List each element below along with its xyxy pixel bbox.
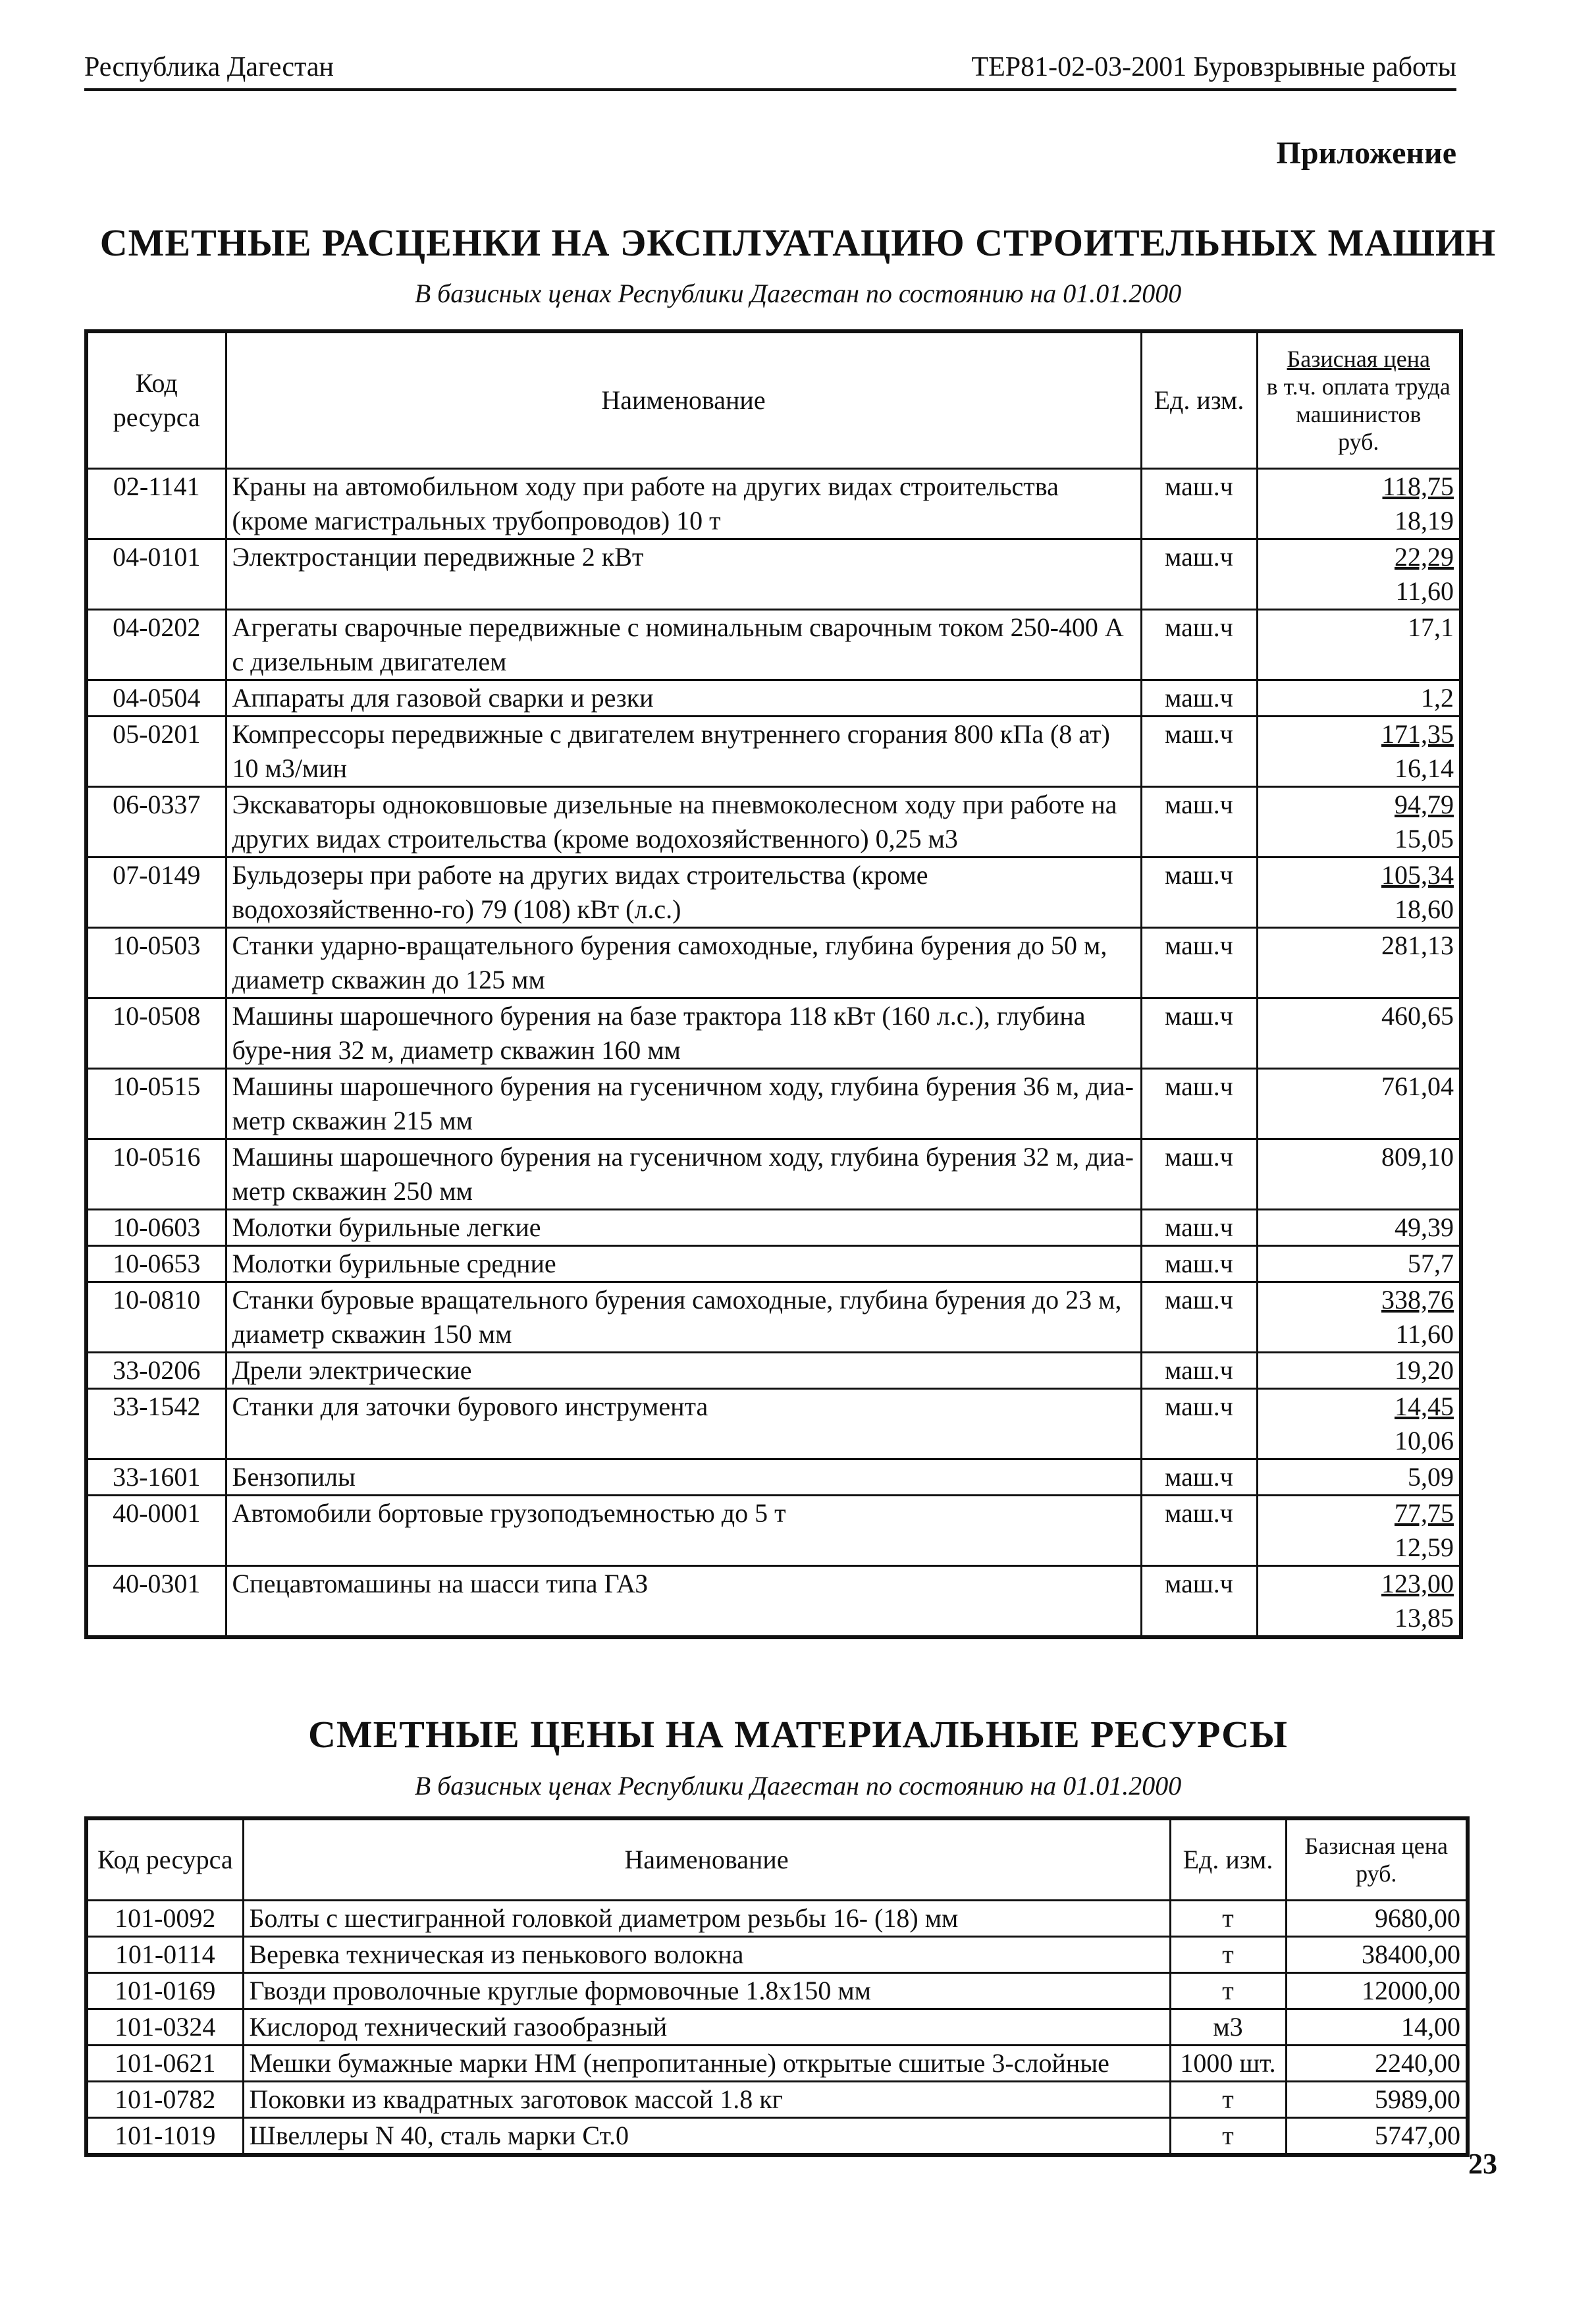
table-row [86, 1565, 1461, 1637]
price-header-line2: в т.ч. оплата труда [1266, 373, 1450, 400]
material-name: Мешки бумажные марки НМ (непропитанные) открытые сшитые 3-слойные [243, 2045, 1170, 2081]
table-row [86, 609, 1461, 680]
labor-price: 13,85 [1395, 1602, 1454, 1633]
labor-price: 16,14 [1395, 753, 1454, 783]
table-row [86, 1209, 1461, 1245]
resource-unit: маш.ч [1141, 468, 1257, 539]
table-row [86, 1972, 1468, 2009]
resource-price-cell [1257, 1209, 1461, 1245]
table-row [86, 857, 1461, 927]
resource-name: Дрели электрические [226, 1352, 1141, 1388]
material-code: 101-0092 [86, 1900, 243, 1936]
base-price: 281,13 [1381, 930, 1454, 960]
material-code: 101-0621 [86, 2045, 243, 2081]
resource-code: 10-0653 [86, 1245, 226, 1282]
page-number: 23 [1468, 2148, 1497, 2180]
resource-code: 33-0206 [86, 1352, 226, 1388]
resource-name: Машины шарошечного бурения на базе трактора 118 кВт (160 л.с.), глубина буре-ния 32 м, диаметр скважин 160 мм [226, 998, 1141, 1068]
resource-unit: маш.ч [1141, 1209, 1257, 1245]
material-code: 101-0169 [86, 1972, 243, 2009]
resource-name: Станки ударно-вращательного бурения самоходные, глубина бурения до 50 м, диаметр скважин до 125 мм [226, 927, 1141, 998]
base-price: 17,1 [1408, 612, 1454, 642]
resource-price-cell [1257, 786, 1461, 857]
resource-price-cell [1257, 1282, 1461, 1352]
material-unit: т [1170, 2081, 1286, 2117]
material-unit: м3 [1170, 2009, 1286, 2045]
resource-name: Машины шарошечного бурения на гусеничном ходу, глубина бурения 32 м, диа-метр скважин 250 мм [226, 1139, 1141, 1209]
material-price: 5989,00 [1286, 2081, 1468, 2117]
labor-price: 11,60 [1395, 1318, 1454, 1349]
table-row [86, 2117, 1468, 2155]
resource-name: Бензопилы [226, 1459, 1141, 1495]
material-name: Веревка техническая из пенькового волокна [243, 1936, 1170, 1972]
resource-name: Молотки бурильные средние [226, 1245, 1141, 1282]
material-unit: т [1170, 1900, 1286, 1936]
resource-name: Молотки бурильные легкие [226, 1209, 1141, 1245]
col-header-code: Код ресурса [86, 331, 226, 468]
col2-header-code: Код ресурса [86, 1818, 243, 1900]
materials-table [84, 1816, 1470, 2157]
resource-code: 33-1542 [86, 1388, 226, 1459]
labor-price: 15,05 [1395, 823, 1454, 854]
material-unit: т [1170, 1936, 1286, 1972]
resource-code: 10-0603 [86, 1209, 226, 1245]
resource-code: 06-0337 [86, 786, 226, 857]
resource-price-cell [1257, 716, 1461, 786]
section2-subtitle: В базисных ценах Республики Дагестан по состоянию на 01.01.2000 [414, 1771, 1182, 1801]
section1-title: СМЕТНЫЕ РАСЦЕНКИ НА ЭКСПЛУАТАЦИЮ СТРОИТЕЛЬНЫХ МАШИН [99, 221, 1497, 264]
material-price: 9680,00 [1286, 1900, 1468, 1936]
labor-price: 11,60 [1395, 576, 1454, 606]
material-unit: 1000 шт. [1170, 2045, 1286, 2081]
table-row [86, 1936, 1468, 1972]
table-row [86, 1282, 1461, 1352]
table-row [86, 2081, 1468, 2117]
table-row [86, 786, 1461, 857]
col-header-name: Наименование [226, 331, 1141, 468]
table-row [86, 1245, 1461, 1282]
appendix-label: Приложение [1276, 136, 1456, 171]
resource-unit: маш.ч [1141, 1352, 1257, 1388]
resource-code: 04-0101 [86, 539, 226, 609]
base-price: 49,39 [1395, 1212, 1454, 1242]
base-price: 14,45 [1395, 1391, 1454, 1421]
machines-table [84, 329, 1463, 1639]
table-row [86, 2009, 1468, 2045]
price2-header-line2: руб. [1356, 1860, 1397, 1887]
labor-price: 18,19 [1395, 505, 1454, 535]
resource-unit: маш.ч [1141, 716, 1257, 786]
resource-price-cell [1257, 1352, 1461, 1388]
resource-price-cell [1257, 1245, 1461, 1282]
col2-header-unit: Ед. изм. [1170, 1818, 1286, 1900]
table-row [86, 680, 1461, 716]
resource-unit: маш.ч [1141, 927, 1257, 998]
material-name: Кислород технический газообразный [243, 2009, 1170, 2045]
labor-price: 12,59 [1395, 1532, 1454, 1562]
resource-price-cell [1257, 1068, 1461, 1139]
material-price: 12000,00 [1286, 1972, 1468, 2009]
table-row [86, 468, 1461, 539]
resource-unit: маш.ч [1141, 1245, 1257, 1282]
resource-code: 04-0202 [86, 609, 226, 680]
base-price: 5,09 [1408, 1461, 1454, 1492]
section2-title: СМЕТНЫЕ ЦЕНЫ НА МАТЕРИАЛЬНЫЕ РЕСУРСЫ [307, 1713, 1289, 1756]
resource-name: Станки буровые вращательного бурения самоходные, глубина бурения до 23 м, диаметр скважин 150 мм [226, 1282, 1141, 1352]
material-code: 101-0324 [86, 2009, 243, 2045]
resource-code: 40-0001 [86, 1495, 226, 1565]
resource-name: Станки для заточки бурового инструмента [226, 1388, 1141, 1459]
resource-name: Электростанции передвижные 2 кВт [226, 539, 1141, 609]
resource-code: 05-0201 [86, 716, 226, 786]
base-price: 809,10 [1381, 1141, 1454, 1172]
col2-header-price [1286, 1818, 1468, 1900]
resource-code: 10-0516 [86, 1139, 226, 1209]
resource-name: Краны на автомобильном ходу при работе на других видах строительства (кроме магистральных трубопроводов) 10 т [226, 468, 1141, 539]
section1-subtitle: В базисных ценах Республики Дагестан по состоянию на 01.01.2000 [414, 279, 1182, 308]
labor-price: 10,06 [1395, 1425, 1454, 1455]
resource-unit: маш.ч [1141, 1565, 1257, 1637]
resource-unit: маш.ч [1141, 1068, 1257, 1139]
resource-code: 04-0504 [86, 680, 226, 716]
resource-unit: маш.ч [1141, 1459, 1257, 1495]
resource-unit: маш.ч [1141, 998, 1257, 1068]
materials-table-body [86, 1900, 1468, 2155]
resource-name: Аппараты для газовой сварки и резки [226, 680, 1141, 716]
material-price: 2240,00 [1286, 2045, 1468, 2081]
resource-unit: маш.ч [1141, 1282, 1257, 1352]
table-row [86, 539, 1461, 609]
resource-price-cell [1257, 927, 1461, 998]
resource-price-cell [1257, 1459, 1461, 1495]
table-row [86, 1352, 1461, 1388]
resource-code: 02-1141 [86, 468, 226, 539]
resource-name: Машины шарошечного бурения на гусеничном ходу, глубина бурения 36 м, диа-метр скважин 215 мм [226, 1068, 1141, 1139]
resource-name: Бульдозеры при работе на других видах строительства (кроме водохозяйственно-го) 79 (108) кВт (л.с.) [226, 857, 1141, 927]
base-price: 761,04 [1381, 1071, 1454, 1101]
material-price: 14,00 [1286, 2009, 1468, 2045]
material-code: 101-0782 [86, 2081, 243, 2117]
resource-code: 10-0810 [86, 1282, 226, 1352]
material-name: Болты с шестигранной головкой диаметром резьбы 16- (18) мм [243, 1900, 1170, 1936]
resource-price-cell [1257, 1495, 1461, 1565]
resource-unit: маш.ч [1141, 609, 1257, 680]
table-row [86, 1388, 1461, 1459]
resource-unit: маш.ч [1141, 857, 1257, 927]
resource-code: 33-1601 [86, 1459, 226, 1495]
material-code: 101-1019 [86, 2117, 243, 2155]
resource-price-cell [1257, 468, 1461, 539]
base-price: 171,35 [1381, 719, 1454, 749]
table-row [86, 2045, 1468, 2081]
material-price: 5747,00 [1286, 2117, 1468, 2155]
resource-unit: маш.ч [1141, 1139, 1257, 1209]
table-row [86, 716, 1461, 786]
labor-price: 18,60 [1395, 894, 1454, 924]
base-price: 1,2 [1421, 682, 1454, 713]
resource-code: 10-0508 [86, 998, 226, 1068]
base-price: 94,79 [1395, 789, 1454, 819]
resource-unit: маш.ч [1141, 1495, 1257, 1565]
resource-price-cell [1257, 1388, 1461, 1459]
resource-name: Агрегаты сварочные передвижные с номинальным сварочным током 250-400 А с дизельным двигателем [226, 609, 1141, 680]
base-price: 22,29 [1395, 541, 1454, 572]
resource-price-cell [1257, 680, 1461, 716]
resource-price-cell [1257, 539, 1461, 609]
base-price: 105,34 [1381, 859, 1454, 890]
resource-name: Компрессоры передвижные с двигателем внутреннего сгорания 800 кПа (8 ат) 10 м3/мин [226, 716, 1141, 786]
resource-name: Экскаваторы одноковшовые дизельные на пневмоколесном ходу при работе на других видах строительства (кроме водохозяйственного) 0,25 м3 [226, 786, 1141, 857]
col-header-price [1257, 331, 1461, 468]
resource-code: 10-0503 [86, 927, 226, 998]
base-price: 123,00 [1381, 1568, 1454, 1598]
resource-code: 40-0301 [86, 1565, 226, 1637]
resource-price-cell [1257, 998, 1461, 1068]
resource-price-cell [1257, 1565, 1461, 1637]
running-header [84, 47, 1456, 91]
table-row [86, 927, 1461, 998]
base-price: 118,75 [1382, 471, 1454, 501]
base-price: 77,75 [1395, 1498, 1454, 1528]
resource-code: 10-0515 [86, 1068, 226, 1139]
resource-name: Автомобили бортовые грузоподъемностью до 5 т [226, 1495, 1141, 1565]
col2-header-name: Наименование [243, 1818, 1170, 1900]
material-name: Поковки из квадратных заготовок массой 1.8 кг [243, 2081, 1170, 2117]
table-row [86, 1459, 1461, 1495]
table-row [86, 1900, 1468, 1936]
col-header-unit: Ед. изм. [1141, 331, 1257, 468]
table-row [86, 998, 1461, 1068]
material-unit: т [1170, 1972, 1286, 2009]
price-header-line1: Базисная цена [1287, 345, 1430, 372]
base-price: 57,7 [1408, 1248, 1454, 1278]
price-header-line3: машинистов [1296, 400, 1422, 427]
material-name: Швеллеры N 40, сталь марки Ст.0 [243, 2117, 1170, 2155]
resource-unit: маш.ч [1141, 1388, 1257, 1459]
table-row [86, 1068, 1461, 1139]
material-price: 38400,00 [1286, 1936, 1468, 1972]
resource-price-cell [1257, 857, 1461, 927]
price-header-line4: руб. [1338, 428, 1379, 455]
resource-price-cell [1257, 1139, 1461, 1209]
table-row [86, 1139, 1461, 1209]
header-right: ТЕР81-02-03-2001 Буровзрывные работы [971, 52, 1456, 82]
base-price: 19,20 [1395, 1355, 1454, 1385]
material-name: Гвозди проволочные круглые формовочные 1.8x150 мм [243, 1972, 1170, 2009]
resource-unit: маш.ч [1141, 539, 1257, 609]
base-price: 460,65 [1381, 1000, 1454, 1031]
material-unit: т [1170, 2117, 1286, 2155]
table-row [86, 1495, 1461, 1565]
header-left: Республика Дагестан [84, 52, 334, 82]
machines-table-body [86, 468, 1461, 1637]
resource-price-cell [1257, 609, 1461, 680]
resource-unit: маш.ч [1141, 786, 1257, 857]
price2-header-line1: Базисная цена [1304, 1832, 1448, 1859]
resource-name: Спецавтомашины на шасси типа ГАЗ [226, 1565, 1141, 1637]
resource-code: 07-0149 [86, 857, 226, 927]
material-code: 101-0114 [86, 1936, 243, 1972]
base-price: 338,76 [1381, 1284, 1454, 1315]
resource-unit: маш.ч [1141, 680, 1257, 716]
